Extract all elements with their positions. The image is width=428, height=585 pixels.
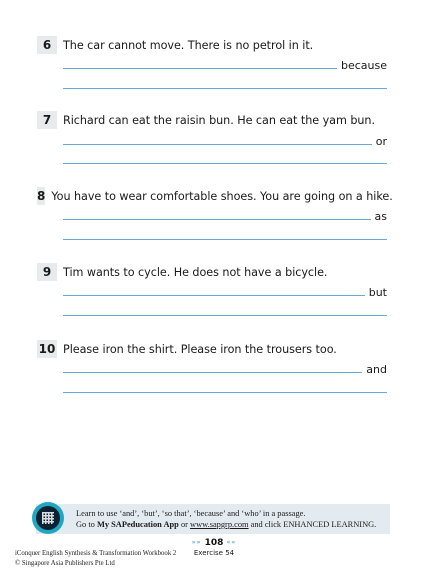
conjunction-label: because [340, 59, 387, 72]
question-9 [37, 263, 387, 299]
question-8 [37, 187, 393, 223]
question-text: The car cannot move. There is no petrol in it. [63, 38, 314, 52]
question-text: Please iron the shirt. Please iron the trousers too. [63, 342, 337, 356]
qr-code-icon[interactable] [32, 502, 64, 534]
answer-line-2[interactable] [63, 392, 387, 393]
page-number: »» 108 «« [191, 538, 237, 548]
answer-line-1[interactable] [63, 362, 387, 376]
question-number: 6 [37, 36, 57, 54]
enhanced-learning-banner [36, 504, 390, 534]
conjunction-label: or [375, 135, 387, 148]
question-7 [37, 111, 387, 148]
question-number: 8 [37, 189, 46, 203]
conjunction-label: as [374, 210, 387, 223]
website-link[interactable]: www.sapgrp.com [190, 520, 249, 529]
question-text: Richard can eat the raisin bun. He can eat the yam bun. [63, 113, 375, 127]
banner-text [76, 508, 376, 530]
conjunction-label: but [368, 286, 387, 299]
banner-line-1: Learn to use ‘and’, ‘but’, ‘so that’, ‘because’ and ‘who’ in a passage. [76, 509, 306, 518]
app-name: My SAPeducation App [96, 520, 179, 529]
answer-line-2[interactable] [63, 163, 387, 164]
copyright: © Singapore Asia Publishers Pte Ltd [15, 560, 115, 567]
question-number: 9 [37, 263, 57, 281]
answer-line-1[interactable] [63, 285, 387, 299]
question-number: 10 [38, 342, 56, 356]
answer-line-1[interactable] [63, 58, 387, 72]
banner-line-2: Go to My SAPeducation App or www.sapgrp.com and click ENHANCED LEARNING. [76, 520, 377, 529]
answer-line-2[interactable] [63, 88, 387, 89]
question-text: You have to wear comfortable shoes. You are going on a hike. [51, 189, 393, 203]
question-6 [37, 36, 387, 72]
book-title: iConquer English Synthesis & Transformation Workbook 2 [15, 550, 177, 557]
answer-line-2[interactable] [63, 239, 387, 240]
answer-line-1[interactable] [63, 209, 387, 223]
answer-line-1[interactable] [63, 134, 387, 148]
question-number: 7 [37, 111, 57, 129]
question-10 [37, 340, 387, 376]
question-text: Tim wants to cycle. He does not have a bicycle. [63, 265, 328, 279]
conjunction-label: and [366, 363, 387, 376]
exercise-label: Exercise 54 [193, 549, 235, 557]
answer-line-2[interactable] [63, 315, 387, 316]
